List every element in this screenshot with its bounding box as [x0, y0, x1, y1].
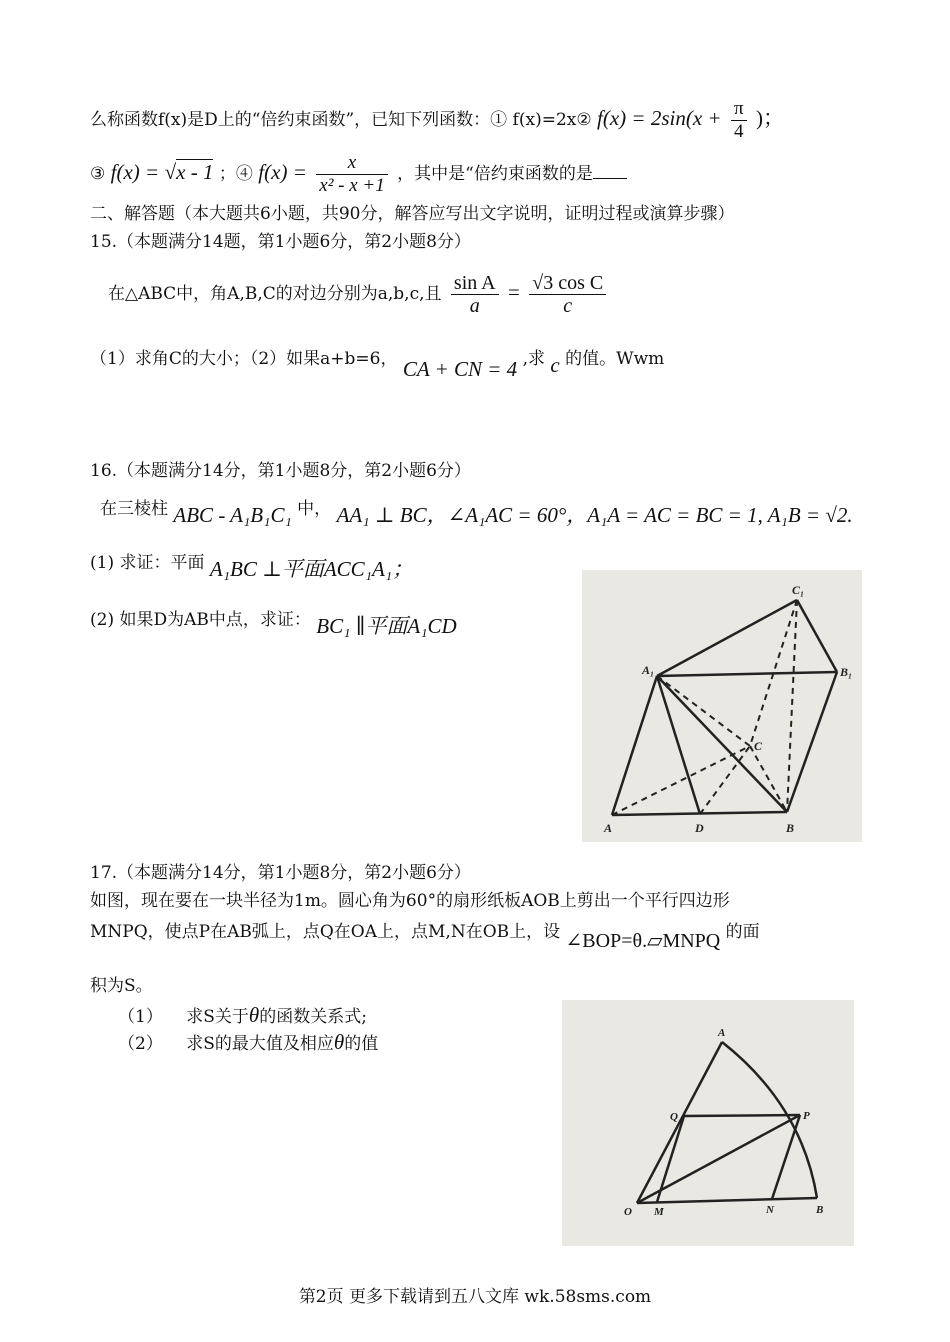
f4-num: x — [316, 152, 387, 175]
prism-figure — [582, 570, 862, 842]
label-p: P — [803, 1110, 810, 1122]
line1-fraction — [731, 98, 747, 143]
function-list-line — [90, 152, 627, 197]
sep: ；④ — [218, 164, 253, 184]
sector-diagram — [562, 1000, 854, 1246]
q16-conditions: AA₁ ⊥ BC，∠A₁AC = 60°，A₁A = AC = BC = 1, A₁B = √2. — [336, 503, 853, 527]
label-b: B — [786, 821, 795, 835]
label-a1: A₁ — [642, 663, 655, 677]
label-o: O — [624, 1206, 632, 1218]
q15-c: c — [550, 353, 560, 377]
q15-stem-text: 在△ABC中，角A,B,C的对边分别为a,b,c,且 — [108, 284, 442, 304]
q17-header: 17.（本题满分14分，第1小题8分，第2小题6分） — [90, 863, 471, 883]
q17-part2 — [118, 1031, 378, 1055]
q16-p1-math: A₁BC ⊥平面ACC₁A₁； — [209, 557, 414, 581]
q16-header: 16.（本题满分14分，第1小题8分，第2小题6分） — [90, 461, 471, 481]
q17-angle: ∠BOP=θ.▱MNPQ — [565, 930, 721, 952]
frac-den: 4 — [734, 121, 744, 142]
prism-diagram — [582, 570, 862, 842]
function-definition-line — [90, 98, 784, 143]
q17-line2 — [90, 920, 760, 952]
q15-parts — [90, 346, 665, 381]
frac2-num: √3 cos C — [529, 272, 606, 295]
q16-p2-math: BC₁ ∥平面A₁CD — [316, 614, 457, 638]
frac-num: π — [731, 98, 747, 121]
label-a: A — [718, 1027, 726, 1039]
section-heading: 二、解答题（本大题共6小题，共90分，解答应写出文字说明，证明过程或演算步骤） — [90, 204, 735, 224]
f3-lhs: f(x) = — [110, 160, 160, 184]
label-b1: B₁ — [840, 665, 853, 679]
answer-blank — [593, 162, 627, 179]
label-n: N — [766, 1204, 774, 1216]
q15-part-text: （1）求角C的大小；（2）如果a+b=6， — [90, 349, 398, 369]
q15-eq: = — [508, 280, 520, 304]
page-footer: 第2页 更多下载请到五八文库 wk.58sms.com — [298, 1287, 652, 1307]
q15-frac2 — [529, 272, 606, 317]
q15-vector: CA + CN = 4 — [402, 357, 518, 381]
q17-p1-num: （1） — [118, 1007, 163, 1027]
q16-stem-text: 在三棱柱 — [100, 499, 168, 519]
f4-lhs: f(x) = — [258, 160, 307, 184]
q16-p1-label: (1) 求证：平面 — [90, 553, 205, 573]
q17-p1-text-a: 求S关于 — [186, 1007, 249, 1027]
line1-end: )； — [755, 106, 784, 130]
q15-header: 15.（本题满分14题，第1小题6分，第2小题8分） — [90, 232, 471, 252]
q15-ask: ,求 — [522, 349, 545, 369]
label-c: C — [754, 739, 763, 753]
q17-p2-text-b: 的值 — [344, 1034, 379, 1054]
line2-tail: ，其中是“倍约束函数的是 — [397, 164, 593, 184]
frac2-den: c — [563, 295, 573, 317]
sector-figure — [562, 1000, 854, 1246]
q15-end: 的值。Wwm — [565, 349, 665, 369]
q16-stem — [100, 496, 853, 527]
label-c1: C₁ — [792, 583, 805, 597]
theta-symbol: θ — [333, 1030, 345, 1054]
q17-p1-text-b: 的函数关系式; — [259, 1007, 367, 1027]
f4-fraction — [316, 152, 387, 197]
sqrt-expr: √x - 1 — [164, 160, 214, 184]
frac1-num: sin A — [451, 272, 499, 295]
q16-part1 — [90, 550, 414, 581]
line1-formula: f(x) = 2sin(x + — [597, 106, 722, 130]
f4-den: x² - x +1 — [319, 175, 385, 196]
frac1-den: a — [469, 295, 480, 317]
q16-p2-label: (2) 如果D为AB中点，求证： — [90, 610, 311, 630]
q17-p2-text-a: 求S的最大值及相应 — [186, 1034, 334, 1054]
label-a: A — [604, 821, 613, 835]
label-q: Q — [670, 1111, 678, 1123]
label-m: M — [654, 1206, 664, 1218]
label-b: B — [816, 1204, 824, 1216]
sqrt-radicand: x - 1 — [176, 160, 214, 184]
q17-p2-num: （2） — [118, 1034, 163, 1054]
q17-line2-text: MNPQ，使点P在AB弧上，点Q在OA上，点M,N在OB上，设 — [90, 922, 561, 942]
q15-stem — [108, 272, 610, 317]
q17-part1 — [118, 1004, 367, 1028]
label-d: D — [695, 821, 704, 835]
q17-line3: 积为S。 — [90, 976, 153, 996]
line1-text: 么称函数f(x)是D上的“倍约束函数”，已知下列函数：① f(x)=2x② — [90, 110, 592, 130]
q17-line1: 如图，现在要在一块半径为1m。圆心角为60°的扇形纸板AOB上剪出一个平行四边形 — [90, 891, 730, 911]
q16-prism: ABC - A₁B₁C₁ — [173, 503, 292, 527]
q17-line2-end: 的面 — [725, 922, 760, 942]
theta-symbol: θ — [248, 1003, 260, 1027]
q16-mid: 中， — [297, 499, 332, 519]
q15-frac1 — [451, 272, 499, 317]
circle-3: ③ — [90, 164, 106, 184]
q16-part2 — [90, 607, 457, 638]
